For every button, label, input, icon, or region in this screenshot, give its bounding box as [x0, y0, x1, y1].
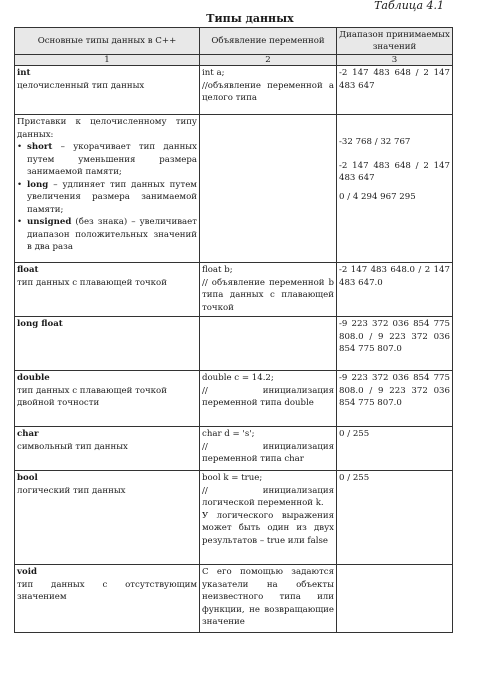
declaration-cell: С его помощью задаются указатели на объекты неизвестного типа или функции, не возвращающие значение — [200, 565, 337, 633]
type-cell — [15, 263, 200, 317]
type-cell — [15, 427, 200, 471]
type-description: логический тип данных — [17, 485, 126, 496]
range-cell: 0 / 255 — [337, 427, 453, 471]
modifier-keyword: short — [27, 142, 53, 152]
modifiers-cell — [15, 115, 200, 263]
modifiers-list — [17, 141, 197, 254]
table-row-double — [15, 371, 453, 427]
type-cell — [15, 66, 200, 115]
modifier-description: – укорачивает тип данных путем уменьшения размера занимаемой памяти; — [27, 142, 197, 177]
header-cell-range: Диапазон принимаемых значений — [337, 28, 453, 55]
type-description: целочисленный тип данных — [17, 80, 145, 91]
list-item — [27, 179, 197, 217]
declaration-cell: double c = 14.2; // инициализация переменной типа double — [200, 371, 337, 427]
type-cell — [15, 471, 200, 565]
column-number: 1 — [15, 55, 200, 66]
table-row-long-float — [15, 317, 453, 371]
column-number: 2 — [200, 55, 337, 66]
type-description: тип данных с плавающей точкой — [17, 277, 167, 288]
table-row-int — [15, 66, 453, 115]
type-name: char — [17, 429, 39, 439]
type-cell — [15, 317, 200, 371]
modifier-description: – удлиняет тип данных путем увеличения размера занимаемой памяти; — [27, 179, 197, 215]
table-row-float — [15, 263, 453, 317]
range-cell: -2 147 483 648 / 2 147 483 647 — [337, 66, 453, 115]
range-cell: -2 147 483 648.0 / 2 147 483 647.0 — [337, 263, 453, 317]
list-item — [27, 216, 197, 254]
table-number: Таблица 4.1 — [374, 0, 444, 12]
modifier-keyword: long — [27, 179, 49, 190]
range-long: -2 147 483 648 / 2 147 483 647 — [339, 160, 450, 183]
range-cell: -9 223 372 036 854 775 808.0 / 9 223 372 036 854 775 807.0 — [337, 371, 453, 427]
range-unsigned: 0 / 4 294 967 295 — [339, 191, 416, 202]
type-cell — [15, 565, 200, 633]
table-row-char — [15, 427, 453, 471]
declaration-cell — [200, 115, 337, 263]
modifier-keyword: unsigned — [27, 217, 72, 227]
range-cell — [337, 115, 453, 263]
type-description: символьный тип данных — [17, 441, 128, 452]
column-number: 3 — [337, 55, 453, 66]
declaration-cell: float b; // объявление переменной b типа данных с плавающей точкой — [200, 263, 337, 317]
type-name: int — [17, 68, 31, 78]
range-cell: 0 / 255 — [337, 471, 453, 565]
header-cell-declaration: Объявление переменной — [200, 28, 337, 55]
declaration-cell — [200, 317, 337, 371]
modifiers-intro: Приставки к целочисленному типу данных: — [17, 117, 197, 140]
header-cell-basic-types: Основные типы данных в С++ — [15, 28, 200, 55]
type-name: float — [17, 265, 39, 275]
type-description: тип данных с отсутствующим значением — [17, 579, 197, 602]
type-cell — [15, 371, 200, 427]
table-title: Типы данных — [206, 12, 294, 25]
modifier-description: (без знака) – увеличивает диапазон положительных значений в два раза — [27, 217, 197, 252]
type-name: bool — [17, 473, 38, 483]
type-name: void — [17, 567, 37, 577]
range-cell: -9 223 372 036 854 775 808.0 / 9 223 372 036 854 775 807.0 — [337, 317, 453, 371]
list-item — [27, 141, 197, 179]
range-short: -32 768 / 32 767 — [339, 137, 411, 147]
type-name: double — [17, 373, 50, 383]
header-row — [15, 28, 453, 55]
table-row-bool — [15, 471, 453, 565]
declaration-cell: int a; //объявление переменной a целого типа — [200, 66, 337, 115]
table-row-void — [15, 565, 453, 633]
column-number-row — [15, 55, 453, 66]
table-row-modifiers — [15, 115, 453, 263]
range-cell — [337, 565, 453, 633]
type-description: тип данных с плавающей точкой двойной точности — [17, 385, 167, 408]
data-types-table — [14, 27, 453, 633]
type-name: long float — [17, 319, 63, 329]
declaration-cell: bool k = true; // инициализация логической переменной k. У логического выражения может быть один из двух результатов – true или false — [200, 471, 337, 565]
declaration-cell: char d = 's'; // инициализация переменной типа char — [200, 427, 337, 471]
